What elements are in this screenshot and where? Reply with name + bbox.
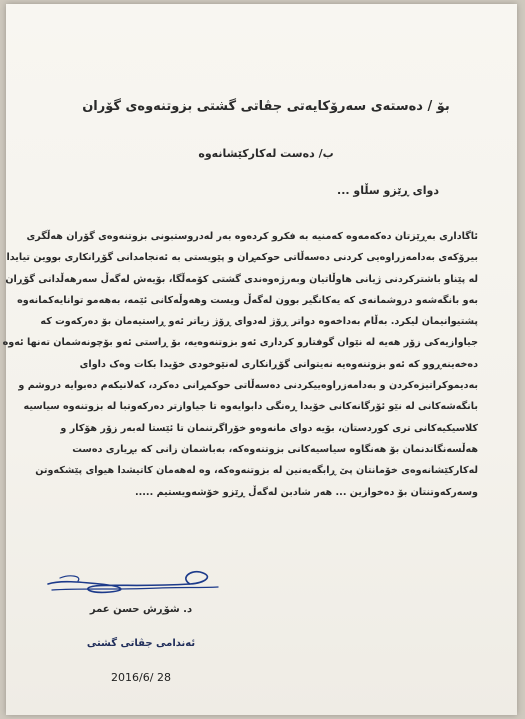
body-line: بیرۆکەی بەدامەزراوەیی کردنی دەسەڵاتی حوکمڕان و پێویستی بە ئەنجامدانی گۆڕانکاری بووین تیایدا — [6, 252, 478, 264]
letter-subject: ب/ دەست لەکارکێشانەوە — [198, 147, 334, 160]
body-line: بانگەشەکانی لە نێو ئۆرگانەکانی خۆیدا ڕەنگی دابوایەوە تا جیاوازتر دەرکەوتبا لە بزوتنەوە سیاسیە — [23, 401, 478, 413]
letter-date: 2016/6/ 28 — [111, 671, 171, 684]
body-line: لەکارکێشانەوەی خۆمانتان پێ ڕابگەیەنین لە بزوتنەوەکە، وە لەهەمان کاتیشدا هیوای پێشکەوتن — [35, 465, 478, 477]
signatory-name: د. شۆڕش حسن عمر — [89, 604, 193, 615]
signatory-role: ئەندامی جڤاتی گشتی — [86, 638, 196, 649]
body-line: کلاسیکیەکانی تری کوردستان، بۆیە دوای مانەوەو خۆراگرتنمان تا ئێستا لەبەر زۆر هۆکار و — [60, 422, 478, 434]
handwritten-signature — [40, 554, 230, 604]
body-line: پشتیوانیمان لیکرد. بەڵام بەداخەوە دواتر ڕۆژ لەدوای ڕۆژ زیاتر ئەو ڕاستیەمان بۆ دەرکەوت کە — [40, 316, 478, 328]
letter-body — [2, 226, 478, 503]
body-line: جیاوازیەکی زۆر هەیە لە نێوان گوفتارو کرداری ئەو بزوتنەوەیە، بۆ ڕاستی ئەو بۆچونەشمان تەنها ئەوە — [2, 337, 478, 349]
body-line: ئاگاداری بەڕێزتان دەکەمەوە کەمنیە بە فکرو کردەوە بەر لەدروستبونی بزوتنەوەی گۆران هەڵگری — [26, 231, 478, 242]
body-line: لە پێناو باشترکردنی ژیانی هاوڵاتیان وبەرژەوەندی گشتی کۆمەڵگا، بۆیەش لەگەڵ سەرهەڵدانی گۆڕان — [5, 273, 478, 285]
body-line: بەدیموکراتیزەکردن و بەدامەزراوەییکردنی دەسەڵاتی حوکمڕانی دەکرد، کەلانیکەم دەبوایە دروشم و — [18, 380, 478, 392]
letter-greeting: دوای ڕێزو سڵاو ... — [337, 184, 439, 197]
body-line: هەڵسەنگاندنمان بۆ هەنگاوە سیاسیەکانی بزوتنەوەکە، بەباشمان زانی کە بڕیاری دەست — [72, 443, 478, 455]
letter-title: بۆ / دەستەی سەرۆکایەتی جڤاتی گشتی بزوتنەوەی گۆران — [82, 99, 450, 114]
body-line: بەو بانگەشەو دروشمانەی کە یەکانگیر بوون لەگەڵ ویست وهەوڵەکانی ئێمە، بەهەمو توانایەکمانەوە — [17, 294, 478, 306]
body-line: دەخەینەڕوو کە ئەو بزوتنەوەیە نەیتوانی گۆڕانکاری لەنێوخودی خۆیدا بکات وەک داوای — [79, 358, 478, 370]
body-line: وسەرکەوتنتان بۆ دەخوازین ... هەر شادبن لەگەڵ ڕێزو خۆشەویستیم ..... — [135, 486, 478, 498]
letter-page — [2, 4, 517, 715]
